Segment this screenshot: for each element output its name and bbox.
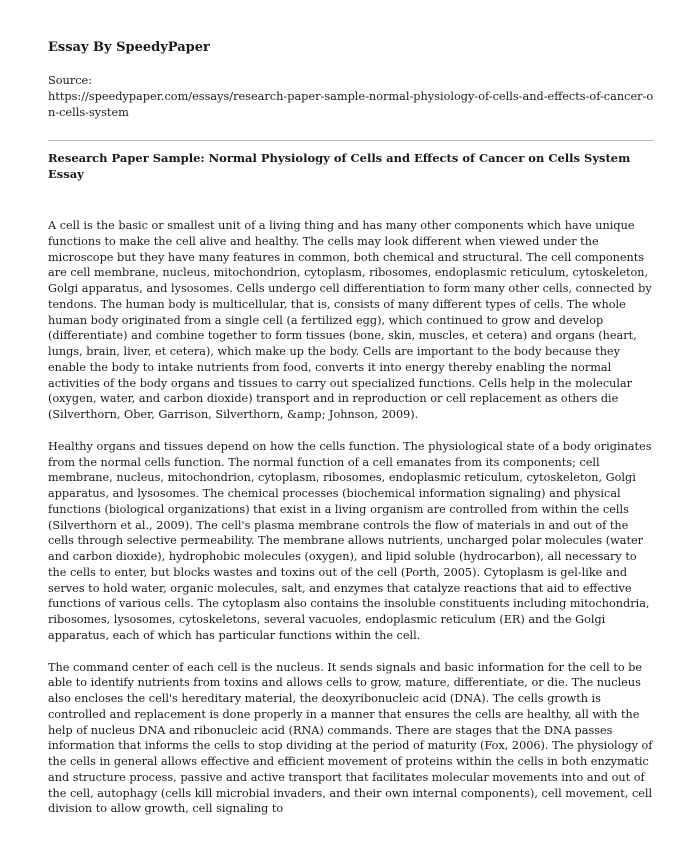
essay-title: Research Paper Sample: Normal Physiology of Cells and Effects of Cancer on Cells System Essay	[48, 151, 631, 181]
source-block	[48, 73, 654, 121]
document-page	[48, 40, 654, 833]
source-label: Source:	[48, 74, 93, 87]
essay-paragraph-1: A cell is the basic or smallest unit of a living thing and has many other components which have unique functions to make the cell alive and healthy. The cells may look different when viewed under the microscope but they have many features in common, both chemical and structural. The cell components are cell membrane, nucleus, mitochondrion, cytoplasm, ribosomes, endoplasmic reticulum, cytoskeleton, Golgi apparatus, and lysosomes. Cells undergo cell differentiation to form many other cells, connected by tendons. The human body is multicellular, that is, consists of many different types of cells. The whole human body originated from a single cell (a fertilized egg), which continued to grow and develop (differentiate) and combine together to form tissues (bone, skin, muscles, et cetera) and organs (heart, lungs, brain, liver, et cetera), which make up the body. Cells are important to the body because they enable the body to intake nutrients from food, converts it into energy thereby enabling the normal activities of the body organs and tissues to carry out specialized functions. Cells help in the molecular (oxygen, water, and carbon dioxide) transport and in reproduction or cell replacement as others die (Silverthorn, Ober, Garrison, Silverthorn, &amp; Johnson, 2009).	[48, 219, 652, 421]
essay-paragraph-2: Healthy organs and tissues depend on how the cells function. The physiological state of a body originates from the normal cells function. The normal function of a cell emanates from its components; cell membrane, nucleus, mitochondrion, cytoplasm, ribosomes, endoplasmic reticulum, cytoskeleton, Golgi apparatus, and lysosomes. The chemical processes (biochemical information signaling) and physical functions (biological organizations) that exist in a living organism are controlled from within the cells (Silverthorn et al., 2009). The cell's plasma membrane controls the flow of materials in and out of the cells through selective permeability. The membrane allows nutrients, uncharged polar molecules (water and carbon dioxide), hydrophobic molecules (oxygen), and lipid soluble (hydrocarbon), all necessary to the cells to enter, but blocks wastes and toxins out of the cell (Porth, 2005). Cytoplasm is gel-like and serves to hold water, organic molecules, salt, and enzymes that catalyze reactions that aid to effective functions of various cells. The cytoplasm also contains the insoluble constituents including mitochondria, ribosomes, lysosomes, cytoskeletons, several vacuoles, endoplasmic reticulum (ER) and the Golgi apparatus, each of which has particular functions within the cell.	[48, 439, 652, 642]
essay-paragraph-3: The command center of each cell is the nucleus. It sends signals and basic information for the cell to be able to identify nutrients from toxins and allows cells to grow, mature, differentiate, or die. The nucleus also encloses the cell's hereditary material, the deoxyribonucleic acid (DNA). The cells growth is controlled and replacement is done properly in a manner that ensures the cells are healthy, all with the help of nucleus DNA and ribonucleic acid (RNA) commands. There are stages that the DNA passes information that informs the cells to stop dividing at the period of maturity (Fox, 2006). The physiology of the cells in general allows effective and efficient movement of proteins within the cells in both enzymatic and structure process, passive and active transport that facilitates molecular movements into and out of the cell, autophagy (cells kill microbial invaders, and their own internal components), cell movement, cell division to allow growth, cell signaling to	[48, 660, 653, 816]
source-url: https://speedypaper.com/essays/research-paper-sample-normal-physiology-of-cells-and-effects-of-cancer-on-cells-system	[48, 90, 654, 119]
document-header: Essay By SpeedyPaper	[48, 40, 210, 55]
divider	[48, 140, 654, 141]
